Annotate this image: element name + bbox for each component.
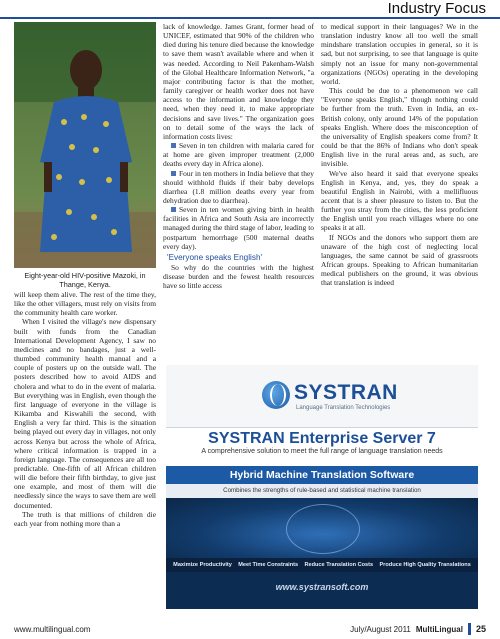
photo-illustration bbox=[14, 22, 156, 268]
footer-issue: July/August 2011 bbox=[350, 624, 411, 634]
paragraph: lack of knowledge. James Grant, former head of UNICEF, estimated that 90% of the children who died during his tenure died because the knowledge to save them wasn't available where and when it was needed. According to Neil Pakenham-Walsh of the Global Healthcare Information Network, "a major contributing factor is that the mother, family caregiver or health worker does not have access to the information and knowledge they need, when they need it, to make appropriate decisions and save lives." The organization goes on to detail some of the ways the lack of information costs lives: bbox=[163, 22, 314, 141]
article-column-3 bbox=[321, 22, 478, 288]
footer-magazine: MultiLingual bbox=[415, 624, 463, 634]
footer-info bbox=[350, 623, 486, 635]
bullet-text: Seven in ten women giving birth in health facilities in Africa and South Asia are incorrectly managed during the third stage of labor, leading to postpartum hemorrhage (500 maternal deaths every day). bbox=[163, 205, 314, 251]
section-title: Industry Focus bbox=[387, 0, 486, 17]
paragraph: will keep them alive. The rest of the time they, like the other villagers, must rely on visits from the community health care worker. bbox=[14, 290, 156, 318]
ad-graphic bbox=[166, 498, 478, 558]
ad-headline: SYSTRAN Enterprise Server 7 bbox=[208, 430, 436, 447]
ad-feature: Meet Time Constraints bbox=[238, 562, 299, 568]
article-column-2 bbox=[163, 22, 314, 291]
paragraph: We've also heard it said that everyone speaks English in Kenya, and, yes, they do speak a beautiful English in Nairobi, with a mellifluous accent that is a sheer pleasure to listen to. But the further you stray from the cities, the less proficient the English until you reach villages where no one speaks it at all. bbox=[321, 168, 478, 233]
ad-features bbox=[166, 558, 478, 572]
paragraph: to medical support in their languages? We in the translation industry know all too well the small mindshare translation occupies in general, so it is sad, but not surprising, to see that language is quite simply not an issue for many non-governmental organizations (NGOs) operating in the developing world. bbox=[321, 22, 478, 86]
bullet-text: Four in ten mothers in India believe that they should withhold fluids if their baby develops diarrhea (1.8 million deaths every year from dehydration due to diarrhea). bbox=[163, 168, 314, 205]
ad-headline-area bbox=[166, 427, 478, 466]
photo-girl bbox=[14, 22, 156, 268]
footer-website-link[interactable]: www.multilingual.com bbox=[14, 625, 91, 634]
ad-description: Combines the strengths of rule-based and statistical machine translation bbox=[166, 484, 478, 498]
ad-url-link[interactable]: www.systransoft.com bbox=[166, 572, 478, 609]
paragraph: When I visited the village's new dispensary built with funds from the Canadian International Development Agency, I saw no medicines and no bandages, just a well-thumbed community health manual and a couple of posters up on the outside wall. The posters described how to avoid AIDS and cholera and what to do in the event of malaria. But everything was in English, even though the first language of everyone in the village is Kikamba and Kiswahili the second, with English a very far third. This is the situation being played out every day in villages, not only across Kenya but across the whole of Africa, where critical information is trapped in a foreign language. The consequences are all too predictable. One-fifth of all African children will die before their fifth birthday, to give just one example, and most of them will die needlessly since the ways to save them are well documented. bbox=[14, 317, 156, 510]
page-number: 25 bbox=[475, 624, 486, 634]
ad-logo-area bbox=[166, 365, 478, 427]
ad-feature: Reduce Translation Costs bbox=[304, 562, 374, 568]
ad-band: Hybrid Machine Translation Software bbox=[166, 466, 478, 484]
ad-globe-graphic-icon bbox=[286, 504, 360, 554]
ad-brand: SYSTRAN bbox=[294, 381, 398, 404]
bullet-text: Seven in ten children with malaria cared for at home are given improper treatment (2,000 deaths every day in Africa alone). bbox=[163, 141, 314, 169]
paragraph: The truth is that millions of children die each year from nothing more than a bbox=[14, 509, 156, 528]
ad-feature: Maximize Productivity bbox=[173, 562, 232, 568]
paragraph: So why do the countries with the highest disease burden and the fewest health resources have so little access bbox=[163, 263, 314, 291]
footer-divider bbox=[468, 623, 471, 635]
bullet-square-icon bbox=[171, 207, 176, 212]
section-rule bbox=[0, 17, 500, 19]
section-header bbox=[0, 0, 500, 22]
systran-globe-icon bbox=[262, 381, 290, 409]
bullet-item bbox=[163, 169, 314, 206]
bullet-square-icon bbox=[171, 143, 176, 148]
ad-feature: Produce High Quality Translations bbox=[379, 562, 471, 568]
paragraph: This could be due to a phenomenon we call "Everyone speaks English," though nothing could be further from the truth. Even in India, an ex-British colony, only around 14% of the population speaks English. Where does the misconception of the universality of English speakers come from? It could be that the 86% of Indians who don't speak English live in the rural areas and, as such, are invisible. bbox=[321, 86, 478, 169]
photo-caption: Eight-year-old HIV-positive Mazoki, in Thange, Kenya. bbox=[24, 271, 146, 289]
systran-advertisement[interactable] bbox=[166, 365, 478, 609]
ad-brand-subtitle: Language Translation Technologies bbox=[296, 405, 391, 411]
paragraph: If NGOs and the donors who support them are unaware of the high cost of neglecting local languages, the same cannot be said of grassroots African groups. Speaking to African humanitarian medical publishers on the ground, it was obvious that translation is indeed bbox=[321, 232, 478, 288]
ad-tagline: A comprehensive solution to meet the full range of language translation needs bbox=[201, 448, 443, 455]
bullet-square-icon bbox=[171, 171, 176, 176]
article-column-1 bbox=[14, 290, 156, 528]
subheading: 'Everyone speaks English' bbox=[167, 252, 263, 262]
bullet-item bbox=[163, 205, 314, 251]
bullet-item bbox=[163, 141, 314, 168]
